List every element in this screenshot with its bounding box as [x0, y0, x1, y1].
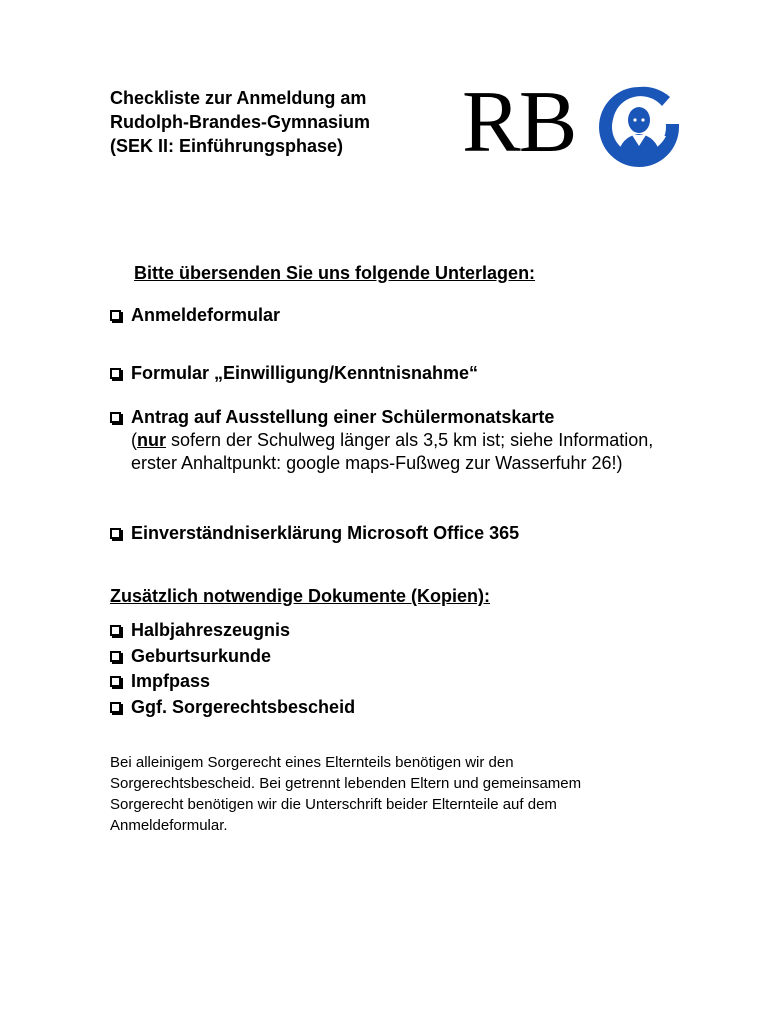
- checkbox-icon: [110, 528, 121, 539]
- detail-open: (: [131, 430, 137, 450]
- checklist-item: [110, 670, 210, 693]
- section-heading-dokumente: Zusätzlich notwendige Dokumente (Kopien):: [110, 586, 491, 606]
- school-logo: [460, 74, 690, 172]
- checkbox-icon: [110, 702, 121, 713]
- item-label: Geburtsurkunde: [131, 646, 272, 666]
- item-label: Ggf. Sorgerechtsbescheid: [131, 697, 356, 717]
- checklist-item: [110, 304, 280, 327]
- logo-letters: RB: [462, 74, 576, 171]
- checkbox-icon: [110, 651, 121, 662]
- checkbox-icon: [110, 676, 121, 687]
- item-label: Impfpass: [131, 671, 211, 691]
- checklist-item: [110, 406, 691, 475]
- item-detail: [131, 429, 691, 475]
- detail-rest: sofern der Schulweg länger als 3,5 km ist; siehe Information, erster Anhaltpunkt: google maps-Fußweg zur Wasserfuhr 26!): [131, 430, 654, 473]
- custody-note: Bei alleinigem Sorgerecht eines Elternteils benötigen wir den Sorgerechtsbescheid. Bei getrennt lebenden Eltern und gemeinsamem Sorgerecht benötigen wir die Unterschrift beider Elternteile auf dem Anmeldeformular.: [110, 754, 582, 834]
- portrait-g-icon: [596, 84, 682, 170]
- checkbox-icon: [110, 310, 121, 321]
- title-line: Checkliste zur Anmeldung am: [110, 88, 367, 108]
- checklist-item: [110, 619, 290, 642]
- checklist-item: [110, 645, 271, 668]
- title-line: (SEK II: Einführungsphase): [110, 136, 344, 156]
- item-label: Formular „Einwilligung/Kenntnisnahme“: [131, 363, 479, 383]
- checklist-item: [110, 362, 478, 385]
- checklist-item: [110, 696, 355, 719]
- section-heading-unterlagen: Bitte übersenden Sie uns folgende Unterlagen:: [134, 263, 536, 283]
- item-label: Anmeldeformular: [131, 305, 281, 325]
- checkbox-icon: [110, 412, 121, 423]
- checkbox-icon: [110, 368, 121, 379]
- document-title: [110, 86, 370, 158]
- item-label: Antrag auf Ausstellung einer Schülermonatskarte: [131, 407, 555, 427]
- checkbox-icon: [110, 625, 121, 636]
- item-label: Halbjahreszeugnis: [131, 620, 291, 640]
- detail-emphasis: nur: [137, 430, 166, 450]
- checklist-item: [110, 522, 519, 545]
- item-label: Einverständniserklärung Microsoft Office 365: [131, 523, 520, 543]
- title-line: Rudolph-Brandes-Gymnasium: [110, 112, 371, 132]
